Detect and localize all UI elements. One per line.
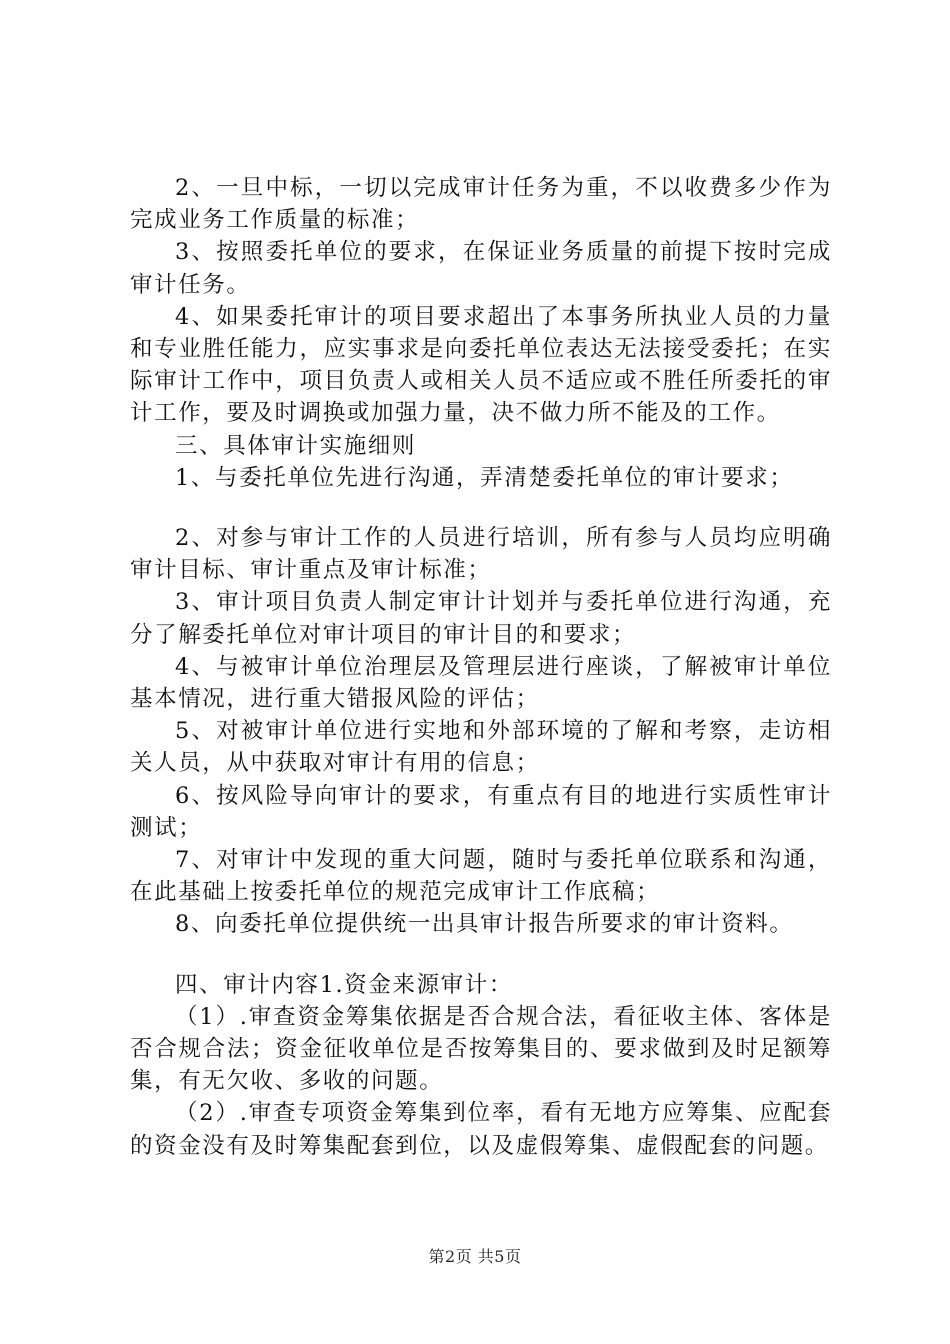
section-heading-3: 三、具体审计实施细则 xyxy=(175,432,417,459)
paragraph-2-bid: 2、一旦中标，一切以完成审计任务为重，不以收费多少作为完成业务工作质量的标准； xyxy=(130,175,832,234)
section-heading-4: 四、审计内容1.资金来源审计： xyxy=(175,971,513,998)
paragraph-item-2: （2）.审查专项资金筹集到位率，看有无地方应筹集、应配套的资金没有及时筹集配套到位，以及虚假筹集、虚假配套的问题。 xyxy=(130,1100,832,1159)
paragraph-gap xyxy=(130,494,832,522)
page-number-footer: 第2页 共5页 xyxy=(428,1247,522,1266)
document-body xyxy=(130,172,832,1162)
paragraph-8-materials: 8、向委托单位提供统一出具审计报告所要求的审计资料。 xyxy=(175,911,794,938)
paragraph-5-survey: 5、对被审计单位进行实地和外部环境的了解和考察，走访相关人员，从中获取对审计有用的信息； xyxy=(130,718,832,777)
paragraph-2-training: 2、对参与审计工作的人员进行培训，所有参与人员均应明确审计目标、审计重点及审计标准； xyxy=(130,525,832,584)
paragraph-1-communicate: 1、与委托单位先进行沟通，弄清楚委托单位的审计要求； xyxy=(175,464,794,491)
paragraph-4-meeting: 4、与被审计单位治理层及管理层进行座谈，了解被审计单位基本情况，进行重大错报风险的评估； xyxy=(130,653,832,713)
paragraph-3-requirements: 3、按照委托单位的要求，在保证业务质量的前提下按时完成审计任务。 xyxy=(130,239,832,298)
paragraph-gap xyxy=(130,941,832,969)
paragraph-3-plan: 3、审计项目负责人制定审计计划并与委托单位进行沟通，充分了解委托单位对审计项目的审计目的和要求； xyxy=(130,589,832,648)
paragraph-6-testing: 6、按风险导向审计的要求，有重点有目的地进行实质性审计测试； xyxy=(130,782,832,841)
paragraph-7-issues: 7、对审计中发现的重大问题，随时与委托单位联系和沟通，在此基础上按委托单位的规范完成审计工作底稿； xyxy=(130,847,832,906)
paragraph-4-capacity: 4、如果委托审计的项目要求超出了本事务所执业人员的力量和专业胜任能力，应实事求是向委托单位表达无法接受委托；在实际审计工作中，项目负责人或相关人员不适应或不胜任所委托的审计工作，要及时调换或加强力量，决不做力所不能及的工作。 xyxy=(130,303,832,427)
paragraph-item-1: （1）.审查资金筹集依据是否合规合法，看征收主体、客体是否合规合法；资金征收单位是否按筹集目的、要求做到及时足额筹集，有无欠收、多收的问题。 xyxy=(130,1003,832,1095)
